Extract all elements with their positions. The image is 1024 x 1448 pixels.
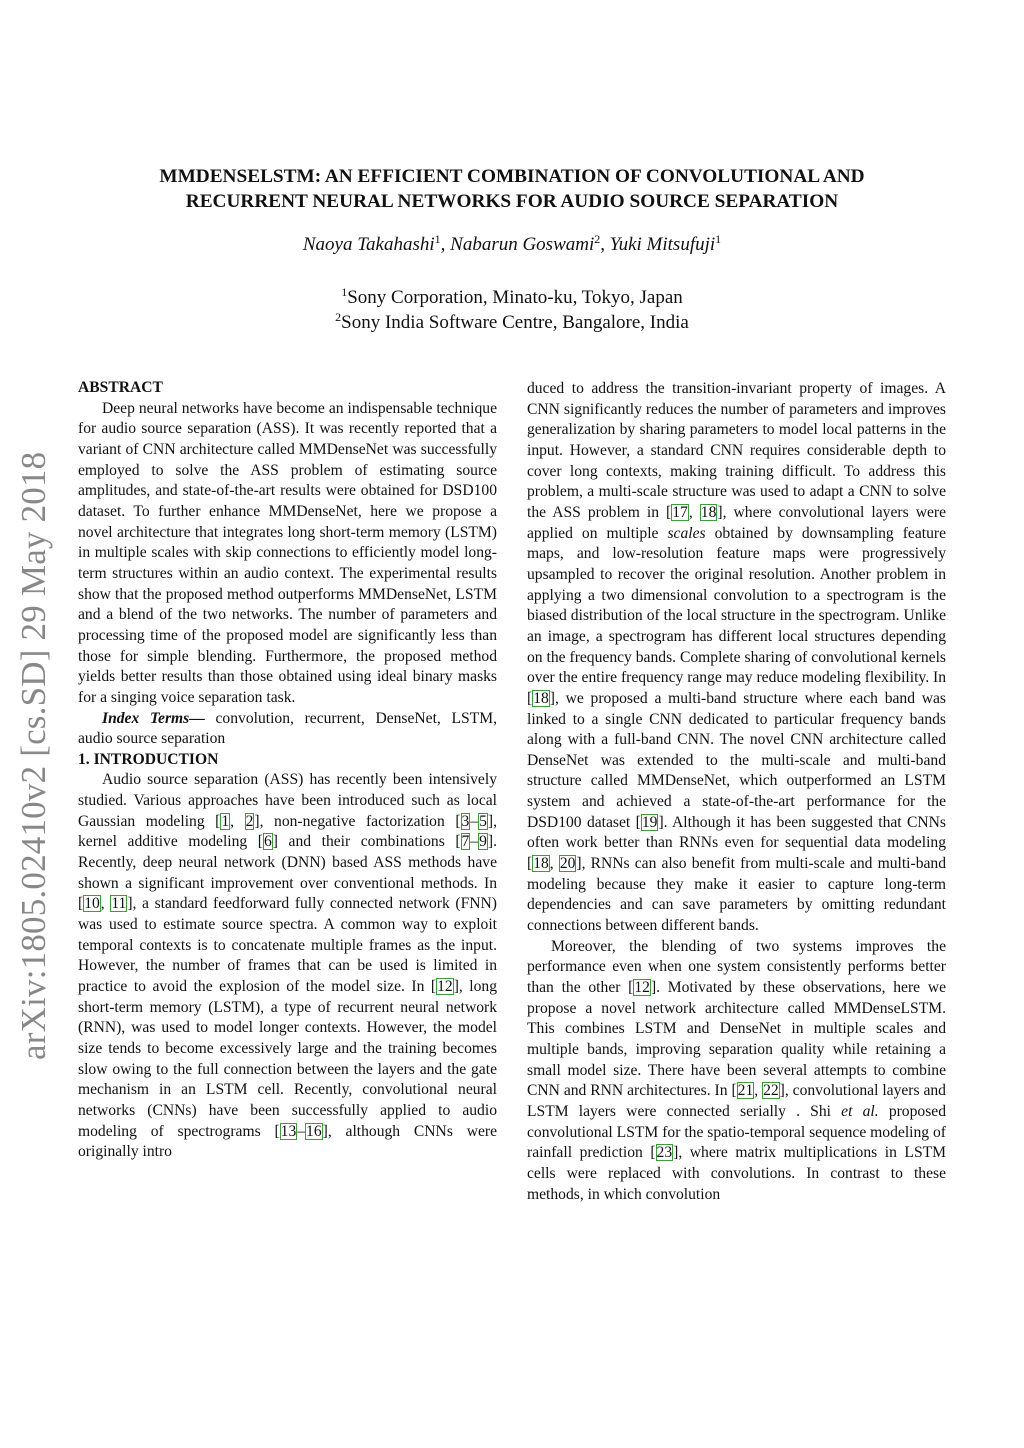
author-name: Nabarun Goswami [450, 234, 595, 255]
affiliation-mark: 2 [335, 310, 342, 324]
index-terms-text: convolution, recurrent, DenseNet, LSTM, audio source separation [78, 709, 498, 748]
citation-link[interactable]: 21 [737, 1082, 754, 1100]
affiliation [80, 285, 944, 310]
citation-link[interactable]: 16 [306, 1122, 322, 1140]
intro-heading: 1. INTRODUCTION [78, 750, 219, 768]
affiliation-text: Sony India Software Centre, Bangalore, India [341, 312, 689, 333]
right-column [527, 379, 946, 1205]
intro-paragraph-1-part-1 [78, 770, 497, 1162]
citation-link[interactable]: 12 [634, 979, 650, 997]
citation-link[interactable]: 10 [84, 895, 100, 913]
title-line-2: RECURRENT NEURAL NETWORKS FOR AUDIO SOURCE SEPARATION [185, 191, 839, 212]
intro-paragraph-1-part-2 [527, 379, 946, 937]
citation-link[interactable]: 5 [479, 812, 487, 830]
author-separator: , [600, 234, 610, 255]
citation-link[interactable]: 18 [700, 503, 717, 521]
affiliation-mark: 1 [341, 285, 348, 299]
citation-link[interactable]: 13 [280, 1122, 297, 1140]
citation-link[interactable]: 9 [479, 833, 487, 851]
author-separator: , [440, 234, 451, 255]
citation-link[interactable]: 11 [111, 895, 127, 913]
emphasis-text: scales [667, 524, 706, 542]
citation-link[interactable]: 7 [461, 833, 470, 851]
citation-link[interactable]: 1 [221, 812, 230, 830]
author-name: Naoya Takahashi [302, 234, 435, 255]
citation-link[interactable]: 20 [559, 855, 576, 873]
citation-link[interactable]: 12 [437, 978, 453, 996]
citation-link[interactable]: 23 [656, 1144, 673, 1162]
citation-link[interactable]: 17 [672, 503, 688, 521]
index-terms [78, 709, 497, 750]
author-affiliation-mark: 1 [715, 232, 722, 246]
abstract-text: Deep neural networks have become an indispensable technique for audio source separation (ASS). It was recently reported that a variant of CNN architecture called MMDenseNet was successfully employed to solve the ASS problem of estimating source amplitudes, and state-of-the-art results were obtained for DSD100 dataset. To further enhance MMDenseNet, here we propose a novel architecture that integrates long short-term memory (LSTM) in multiple scales with skip connections to efficiently model long-term structures within an audio context. The experimental results show that the proposed method outperforms MMDenseNet, LSTM and a blend of the two networks. The number of parameters and processing time of the proposed model are significantly less than those for simple blending. Furthermore, the proposed method yields better results than those obtained using ideal binary masks for a singing voice separation task. [78, 399, 497, 706]
paper-title [80, 164, 944, 214]
left-column [78, 378, 497, 1163]
emphasis-text: et al. [841, 1102, 879, 1120]
citation-link[interactable]: 19 [641, 813, 658, 831]
intro-paragraph-2: Moreover, the blending of two systems improves the performance even when one system consistently performs better than the other [12]. Motivated by these observations, here we propose a novel network architecture called MMDenseLSTM. This combines LSTM and DenseNet in multiple scales and multiple bands, improving separation quality while retaining a small model size. There have been several attempts to combine CNN and RNN architectures. In [21, 22], convolutional layers and LSTM layers were connected serially . Shi et al. proposed convolutional LSTM for the spatio-temporal sequence modeling of rainfall prediction [23], where matrix multiplications in LSTM cells were replaced with convolutions. In contrast to these methods, in which convolution [527, 937, 947, 1203]
citation-link[interactable]: 3 [461, 812, 470, 830]
author-list [80, 234, 944, 256]
arxiv-identifier: arXiv:1805.02410v2 [cs.SD] 29 May 2018 [14, 451, 53, 1060]
affiliation-list [80, 285, 944, 335]
citation-link[interactable]: 18 [533, 689, 549, 707]
author-affiliation-mark: 1 [434, 232, 441, 246]
author-name: Yuki Mitsufuji [609, 234, 716, 255]
author-affiliation-mark: 2 [594, 232, 601, 246]
citation-link[interactable]: 2 [245, 812, 254, 830]
affiliation-text: Sony Corporation, Minato-ku, Tokyo, Japan [347, 287, 683, 308]
intro-paragraph-text: duced to address the transition-invariant property of images. A CNN significantly reduces the number of parameters and improves generalization by sharing parameters to model local patterns in the input. However, a standard CNN requires considerable depth to cover long contexts, making training difficult. To address this problem, a multi-scale structure was used to adapt a CNN to solve the ASS problem in [17, 18], where convolutional layers were applied on multiple scales obtained by downsampling feature maps, and low-resolution feature maps were progressively upsampled to recover the original resolution. Another problem in applying a two dimensional convolution to a spectrogram is the biased distribution of the local structure in the spectrogram. Unlike an image, a spectrogram has different local structures depending on the frequency bands. Complete sharing of convolutional kernels over the entire frequency range may reduce modeling flexibility. In [18], we proposed a multi-band structure where each band was linked to a single CNN dedicated to particular frequency bands along with a full-band CNN. The novel CNN architecture called DenseNet was extended to the multi-scale and multi-band structure called MMDenseNet, which outperformed an LSTM system and achieved a state-of-the-art performance for the DSD100 dataset [19]. Although it has been suggested that CNNs often work better than RNNs even for sequential data modeling [18, 20], RNNs can also benefit from multi-scale and multi-band modeling because they make it easier to capture long-term dependencies and can save parameters by omitting redundant connections between different bands. [527, 380, 947, 935]
citation-link[interactable]: 6 [263, 833, 272, 851]
affiliation [80, 310, 944, 335]
citation-link[interactable]: 22 [763, 1082, 779, 1100]
index-terms-label: Index Terms— [102, 709, 205, 727]
title-line-1: MMDENSELSTM: AN EFFICIENT COMBINATION OF CONVOLUTIONAL AND [159, 166, 865, 187]
citation-link[interactable]: 18 [533, 855, 549, 873]
intro-paragraph-text: Audio source separation (ASS) has recently been intensively studied. Various approaches have been introduced such as local Gaussian modeling [1, 2], non-negative factorization [3–5], kernel additive modeling [6] and their combinations [7–9]. Recently, deep neural network (DNN) based ASS methods have shown a significant improvement over conventional methods. In [10, 11], a standard feedforward fully connected network (FNN) was used to estimate source spectra. A common way to exploit temporal contexts is to concatenate multiple frames as the input. However, the number of frames that can be used is limited in practice to avoid the explosion of the model size. In [12], long short-term memory (LSTM), a type of recurrent neural network (RNN), was used to model longer contexts. However, the model size tends to become excessively large and the training becomes slow owing to the full connection between the layers and the gate mechanism in an LSTM cell. Recently, convolutional neural networks (CNNs) have been successfully applied to audio modeling of spectrograms [13–16], although CNNs were originally intro [78, 771, 498, 1161]
abstract-heading: ABSTRACT [78, 379, 163, 396]
